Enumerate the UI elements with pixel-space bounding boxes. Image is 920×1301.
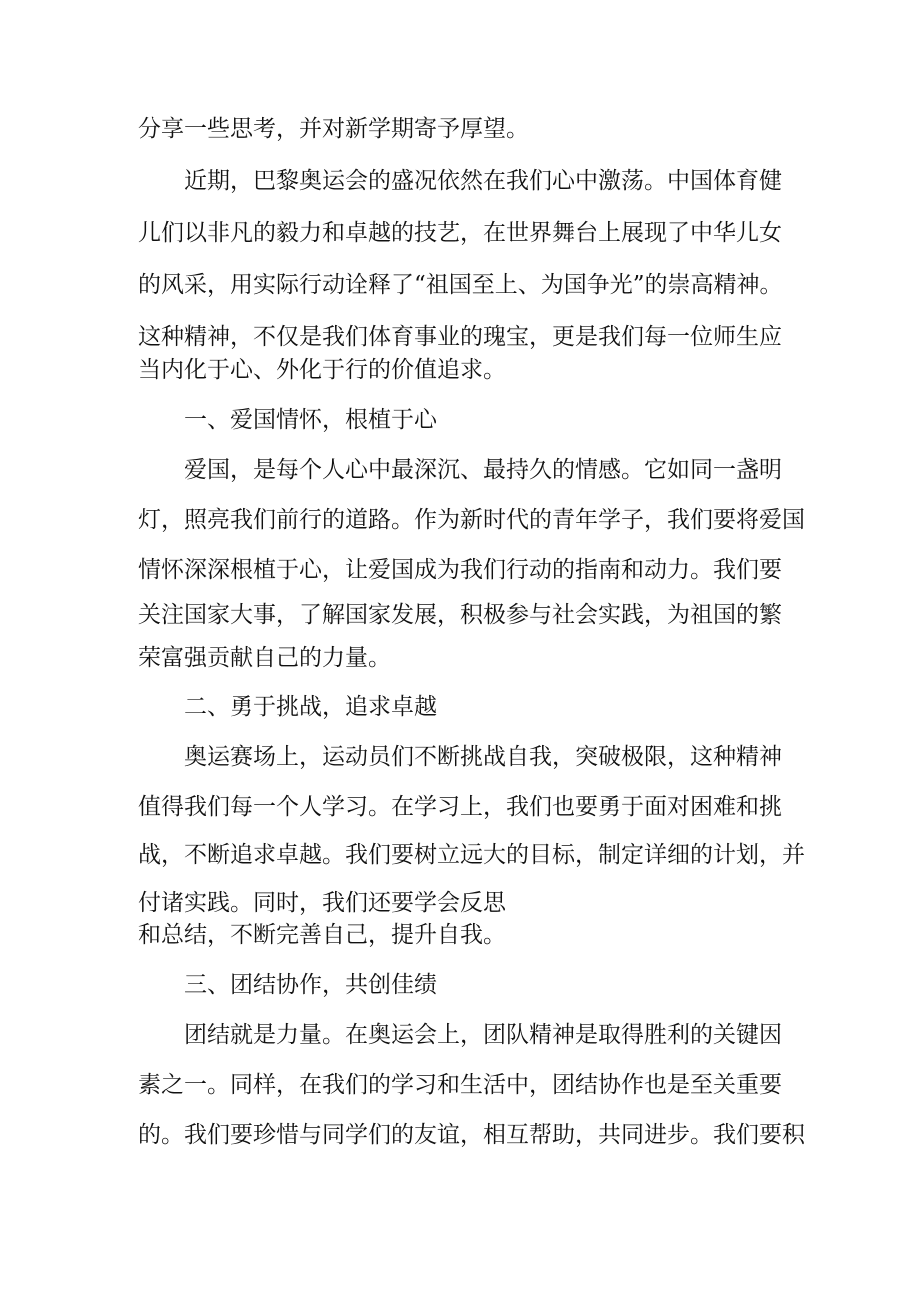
paragraph-line: 儿们以非凡的毅力和卓越的技艺，在世界舞台上展现了中华儿女 xyxy=(138,220,782,246)
paragraph-line: 的。我们要珍惜与同学们的友谊，相互帮助，共同进步。我们要积 xyxy=(138,1122,805,1148)
paragraph-line: 当内化于心、外化于行的价值追求。 xyxy=(138,357,506,383)
paragraph-line: 的风采，用实际行动诠释了“祖国至上、为国争光”的崇高精神。 xyxy=(138,272,783,298)
paragraph-line: 这种精神，不仅是我们体育事业的瑰宝，更是我们每一位师生应 xyxy=(138,324,782,350)
paragraph-line: 付诸实践。同时，我们还要学会反思 xyxy=(138,890,506,916)
section-heading: 二、勇于挑战，追求卓越 xyxy=(184,694,437,720)
paragraph-line: 和总结，不断完善自己，提升自我。 xyxy=(138,922,506,948)
paragraph-line: 爱国，是每个人心中最深沉、最持久的情感。它如同一盏明 xyxy=(184,457,782,483)
paragraph-line: 奥运赛场上，运动员们不断挑战自我，突破极限，这种精神 xyxy=(184,744,782,770)
paragraph-line: 荣富强贡献自己的力量。 xyxy=(138,645,391,671)
paragraph-line: 战，不断追求卓越。我们要树立远大的目标，制定详细的计划，并 xyxy=(138,842,805,868)
paragraph-line: 值得我们每一个人学习。在学习上，我们也要勇于面对困难和挑 xyxy=(138,794,782,820)
paragraph-line: 关注国家大事，了解国家发展，积极参与社会实践，为祖国的繁 xyxy=(138,602,782,628)
paragraph-line: 近期，巴黎奥运会的盛况依然在我们心中激荡。中国体育健 xyxy=(184,168,782,194)
section-heading: 三、团结协作，共创佳绩 xyxy=(184,972,437,998)
paragraph-line: 分享一些思考，并对新学期寄予厚望。 xyxy=(138,116,529,142)
paragraph-line: 团结就是力量。在奥运会上，团队精神是取得胜利的关键因 xyxy=(184,1022,782,1048)
section-heading: 一、爱国情怀，根植于心 xyxy=(184,407,437,433)
paragraph-line: 素之一。同样，在我们的学习和生活中，团结协作也是至关重要 xyxy=(138,1072,782,1098)
paragraph-line: 情怀深深根植于心，让爱国成为我们行动的指南和动力。我们要 xyxy=(138,557,782,583)
paragraph-line: 灯，照亮我们前行的道路。作为新时代的青年学子，我们要将爱国 xyxy=(138,507,805,533)
